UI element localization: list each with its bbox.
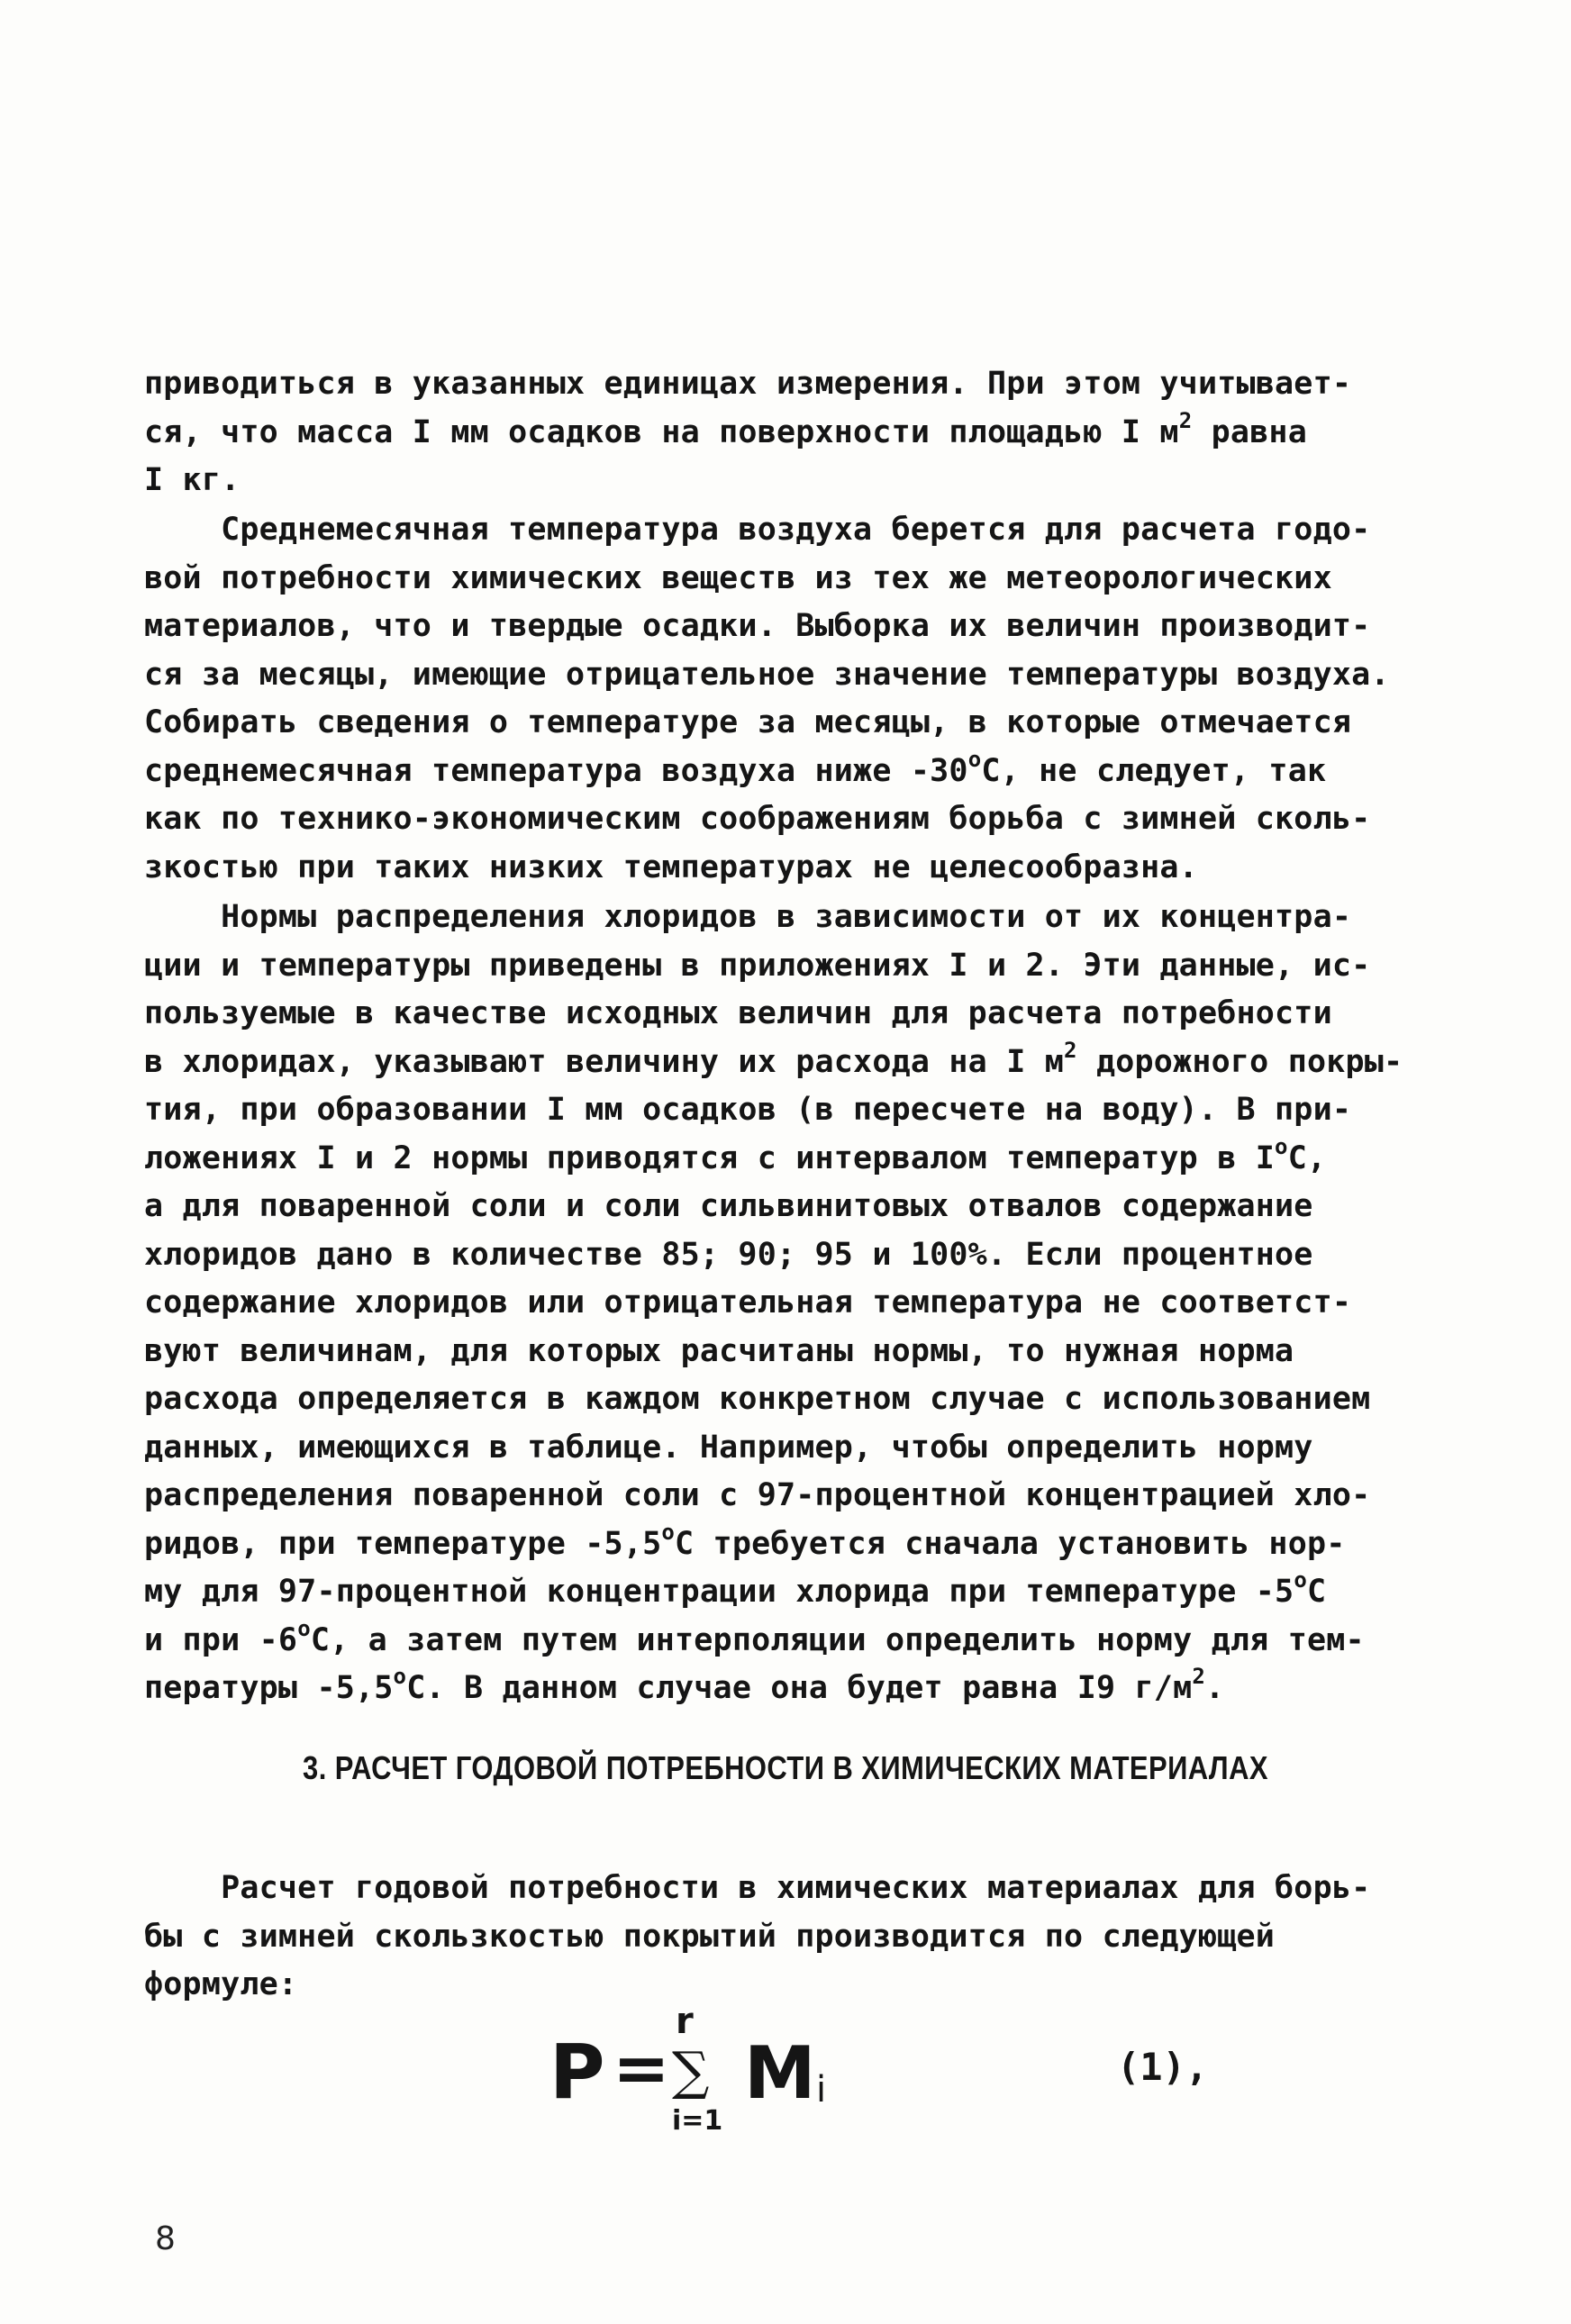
text-line: среднемесячная температура воздуха ниже $-30^оС$, не следует, так [144, 746, 1327, 789]
text-line: пературы $-5,5^оС$. В данном случае она будет равна I9 $г/м^2$. [144, 1664, 1225, 1706]
text-line: тия, при образовании I мм осадков (в пересчете на воду). В при- [144, 1092, 1352, 1128]
formula-equals: = [613, 2028, 670, 2108]
text-line: и при $-6^оС$, а затем путем интерполяции определить норму для тем- [144, 1615, 1365, 1658]
superscript: 2 [1178, 407, 1193, 433]
text-line: хлоридов дано в количестве 85; 90; 95 и 100%. Если процентное [144, 1236, 1313, 1273]
text-line: I кг. [144, 462, 241, 498]
paragraph-1 [144, 360, 1405, 505]
sigma-symbol: ∑ [672, 2040, 710, 2102]
text-line: расхода определяется в каждом конкретном случае с использованием [144, 1381, 1371, 1417]
text-line: содержание хлоридов или отрицательная температура не соответст- [144, 1285, 1352, 1321]
text-line: материалов, что и твердые осадки. Выборка их величин производит- [144, 608, 1371, 644]
text-line: бы с зимней скользкостью покрытий производится по следующей [144, 1918, 1276, 1955]
text-line: приводиться в указанных единицах измерения. При этом учитывает- [144, 366, 1352, 402]
text-line: в хлоридах, указывают величину их расхода на I $м^2$ дорожного покры- [144, 1037, 1403, 1080]
text-line: пользуемые в качестве исходных величин для расчета потребности [144, 995, 1332, 1031]
superscript: 2 [1192, 1664, 1206, 1689]
formula-number: (1), [1117, 2045, 1209, 2089]
superscript: о [661, 1519, 675, 1545]
formula-term-subscript: i [816, 2069, 827, 2111]
paragraph-2 [144, 506, 1405, 892]
text-line: Расчет годовой потребности в химических материалах для борь- [144, 1870, 1371, 1906]
superscript: о [1275, 1133, 1288, 1159]
text-line: ложениях I и 2 нормы приводятся с интервалом температур в $I^оС$, [144, 1133, 1327, 1176]
superscript: о [967, 746, 982, 772]
text-line: ции и температуры приведены в приложениях I и 2. Эти данные, ис- [144, 947, 1371, 984]
superscript: о [297, 1615, 311, 1641]
text-line: как по технико-экономическим соображениям борьба с зимней сколь- [144, 801, 1371, 837]
text-line: а для поваренной соли и соли сильвинитовых отвалов содержание [144, 1188, 1313, 1224]
text-line: распределения поваренной соли с 97-процентной концентрацией хло- [144, 1477, 1371, 1513]
text-line: формуле: [144, 1966, 298, 2002]
text-line: Собирать сведения о температуре за месяцы, в которые отмечается [144, 704, 1352, 740]
text-line: ся, что масса I мм осадков на поверхности площадью I $м^2$ равна [144, 407, 1307, 450]
text-line: Среднемесячная температура воздуха берется для расчета годо- [144, 512, 1371, 548]
page-number: 8 [155, 2220, 176, 2257]
text-line: ридов, при температуре $-5,5^оС$ требуется сначала установить нор- [144, 1519, 1346, 1562]
text-line: му для 97-процентной концентрации хлорида при температуре $-5^оС$ [144, 1567, 1327, 1610]
paragraph-4 [144, 1865, 1405, 2010]
formula-term: M [744, 2031, 816, 2115]
text-line: вуют величинам, для которых расчитаны нормы, то нужная норма [144, 1332, 1294, 1369]
section-heading: 3. РАСЧЕТ ГОДОВОЙ ПОТРЕБНОСТИ В ХИМИЧЕСКИХ МАТЕРИАЛАХ [303, 1749, 1268, 1786]
formula-lhs: P [549, 2028, 605, 2116]
superscript: о [1294, 1567, 1307, 1593]
formula-lower-limit: i=1 [672, 2105, 723, 2137]
superscript: 2 [1064, 1037, 1077, 1063]
text-line: вой потребности химических веществ из тех же метеорологических [144, 559, 1332, 596]
formula-upper-limit: r [676, 2001, 694, 2042]
text-line: данных, имеющихся в таблице. Например, чтобы определить норму [144, 1429, 1313, 1466]
text-line: Нормы распределения хлоридов в зависимости от их концентра- [144, 899, 1352, 935]
superscript: о [393, 1664, 407, 1689]
text-line: ся за месяцы, имеющие отрицательное значение температуры воздуха. [144, 656, 1390, 693]
text-line: зкостью при таких низких температурах не целесообразна. [144, 849, 1198, 885]
paragraph-3 [144, 894, 1405, 1713]
formula [540, 2001, 1369, 2162]
